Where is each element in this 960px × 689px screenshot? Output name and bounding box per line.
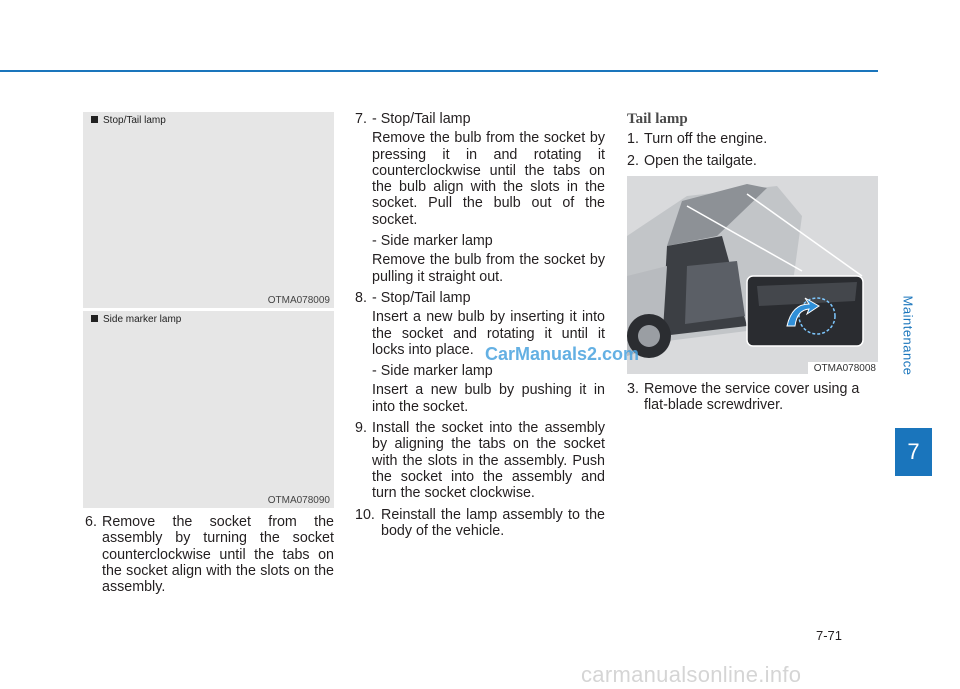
- step-text: Remove the bulb from the socket by pressing it in and rotating it counterclockwise until the tabs on the bulb align with the slots in the socket. Pull the bulb out of the socket.: [372, 130, 605, 228]
- step-text: Install the socket into the assembly by aligning the tabs on the socket with the slots in the assembly. Push the socket into the assembly and turn the socket clockwise.: [372, 420, 605, 502]
- step-7: [355, 111, 605, 285]
- footer-watermark: carmanualsonline.info: [581, 662, 802, 687]
- header-rule: [0, 70, 878, 72]
- step-2: [627, 153, 878, 169]
- step-1: [627, 131, 878, 147]
- stop-tail-lamp-figure: [83, 112, 334, 308]
- square-bullet-icon: [91, 315, 98, 322]
- step-number: 3.: [627, 381, 639, 397]
- chapter-tab: 7: [895, 428, 932, 476]
- figure-code: OTMA078008: [808, 362, 878, 374]
- step-heading: - Stop/Tail lamp: [372, 111, 471, 127]
- column-3: [627, 111, 878, 174]
- step-9: [355, 420, 605, 501]
- step-number: 8.: [355, 289, 367, 306]
- step-number: 1.: [627, 131, 639, 148]
- step-heading: - Stop/Tail lamp: [372, 289, 471, 306]
- step-number: 6.: [85, 514, 97, 530]
- step-text: Turn off the engine.: [644, 131, 768, 148]
- step-number: 7.: [355, 111, 367, 127]
- tailgate-illustration: [627, 176, 878, 374]
- step-6: [85, 514, 334, 595]
- figure-caption-text: Side marker lamp: [103, 314, 182, 325]
- column-3-continued: [627, 381, 878, 419]
- step-10: [355, 507, 605, 540]
- step-text: Open the tailgate.: [644, 152, 757, 169]
- column-2: [355, 111, 605, 544]
- figure-code: OTMA078090: [267, 495, 330, 506]
- step-number: 10.: [355, 506, 375, 523]
- side-marker-lamp-figure: [83, 311, 334, 508]
- step-text: Remove the service cover using a flat-blade screwdriver.: [644, 381, 860, 414]
- figure-caption: [91, 314, 181, 325]
- figure-caption-text: Stop/Tail lamp: [103, 115, 166, 126]
- watermark-logo: CarManuals2.com: [485, 344, 640, 364]
- section-label-text: Maintenance: [900, 295, 916, 375]
- step-subheading: - Side marker lamp: [372, 363, 493, 380]
- step-text: Insert a new bulb by inserting it into the socket and rotating it until it locks into place.: [372, 309, 605, 358]
- step-number: 9.: [355, 420, 367, 437]
- step-text: Remove the socket from the assembly by turning the socket counterclockwise until the tabs on the socket align with the slots on the assembly.: [102, 514, 334, 596]
- square-bullet-icon: [91, 116, 98, 123]
- section-title: Tail lamp: [627, 111, 688, 127]
- section-side-label: [883, 240, 933, 430]
- column-1: [85, 514, 334, 600]
- step-subtext: Insert a new bulb by pushing it in into the socket.: [372, 382, 605, 415]
- tailgate-figure: [627, 176, 878, 374]
- step-text: Reinstall the lamp assembly to the body of the vehicle.: [381, 506, 605, 539]
- figure-code: OTMA078009: [267, 295, 330, 306]
- page-number: 7-71: [816, 628, 843, 643]
- figure-caption: [91, 115, 166, 126]
- step-subtext: Remove the bulb from the socket by pulling it straight out.: [372, 252, 605, 285]
- step-3: [627, 381, 878, 414]
- step-subheading: - Side marker lamp: [372, 233, 493, 250]
- step-number: 2.: [627, 152, 639, 169]
